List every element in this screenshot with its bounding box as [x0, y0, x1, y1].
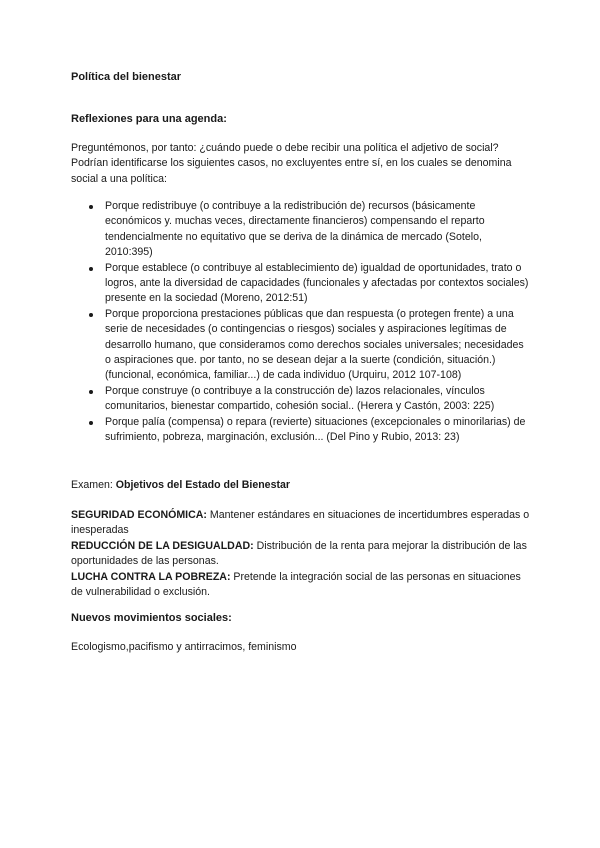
reasons-list — [71, 199, 531, 446]
doc-title: Política del bienestar — [71, 71, 182, 83]
objectives-block — [71, 508, 531, 600]
list-item — [71, 261, 531, 307]
intro-paragraph: Preguntémonos, por tanto: ¿cuándo puede o debe recibir una política el adjetivo de social? Podrían identificarse los siguientes casos, no excluyentes entre sí, en los cuales se denomina social a una política: — [71, 142, 512, 185]
list-item — [71, 415, 531, 446]
objective-label: LUCHA CONTRA LA POBREZA: — [71, 570, 231, 583]
bullet-icon — [89, 313, 93, 317]
examen-label: Examen: — [71, 479, 116, 491]
bullet-icon — [89, 421, 93, 425]
objective-text: Pretende la integración social de las personas en situaciones de vulnerabilidad o exclusión. — [71, 570, 521, 599]
list-item — [71, 199, 531, 261]
list-item-text: Porque establece (o contribuye al establecimiento de) igualdad de oportunidades, trato o logros, ante la diversidad de capacidades (funcionales y afectadas por contextos sociales) presente en la sociedad (Moreno, 2012:51) — [105, 261, 529, 305]
examen-title: Objetivos del Estado del Bienestar — [115, 479, 291, 491]
agenda-heading: Reflexiones para una agenda: — [71, 113, 227, 125]
list-item-text: Porque redistribuye (o contribuye a la redistribución de) recursos (básicamente económicos y. muchas veces, directamente financieros) compensando el reparto tendencialmente no equitativo que se deriva de la dinámica de mercado (Sotelo, 2010:395) — [105, 200, 485, 259]
bullet-icon — [89, 267, 93, 271]
list-item-text: Porque proporciona prestaciones públicas que dan respuesta (o protegen frente) a una serie de necesidades (o contingencias o riesgos) sociales y aspiraciones legítimas de desarrollo humano, que consideramos como derechos sociales universales; necesidades o aspiraciones que. por tanto, no se desean dejar a la suerte (condición, situación.) (funcional, económica, familiar...) de cada individuo (Urquiru, 2012 107-108) — [105, 307, 524, 382]
objective-text: Mantener estándares en situaciones de incertidumbres esperadas o inesperadas — [71, 509, 530, 537]
objective-label: REDUCCIÓN DE LA DESIGUALDAD: — [71, 539, 254, 552]
objective-item — [71, 508, 531, 539]
list-item-text: Porque palía (compensa) o repara (revierte) situaciones (excepcionales o minorilarias) de sufrimiento, pobreza, marginación, exclusión... (Del Pino y Rubio, 2013: 23) — [105, 415, 526, 444]
objective-label: SEGURIDAD ECONÓMICA: — [71, 509, 207, 521]
movements-heading: Nuevos movimientos sociales: — [71, 612, 232, 624]
list-item — [71, 307, 531, 384]
objective-item — [71, 570, 531, 601]
bullet-icon — [89, 205, 93, 209]
objective-item — [71, 539, 531, 570]
movements-text: Ecologismo,pacifismo y antirracimos, feminismo — [71, 641, 297, 653]
objective-text: Distribución de la renta para mejorar la distribución de las oportunidades de las personas. — [71, 539, 527, 568]
list-item — [71, 384, 531, 415]
bullet-icon — [89, 390, 93, 394]
list-item-text: Porque construye (o contribuye a la construcción de) lazos relacionales, vínculos comunitarios, bienestar compartido, cohesión social.. (Herera y Castón, 2003: 225) — [105, 384, 495, 413]
examen-line — [71, 478, 290, 493]
